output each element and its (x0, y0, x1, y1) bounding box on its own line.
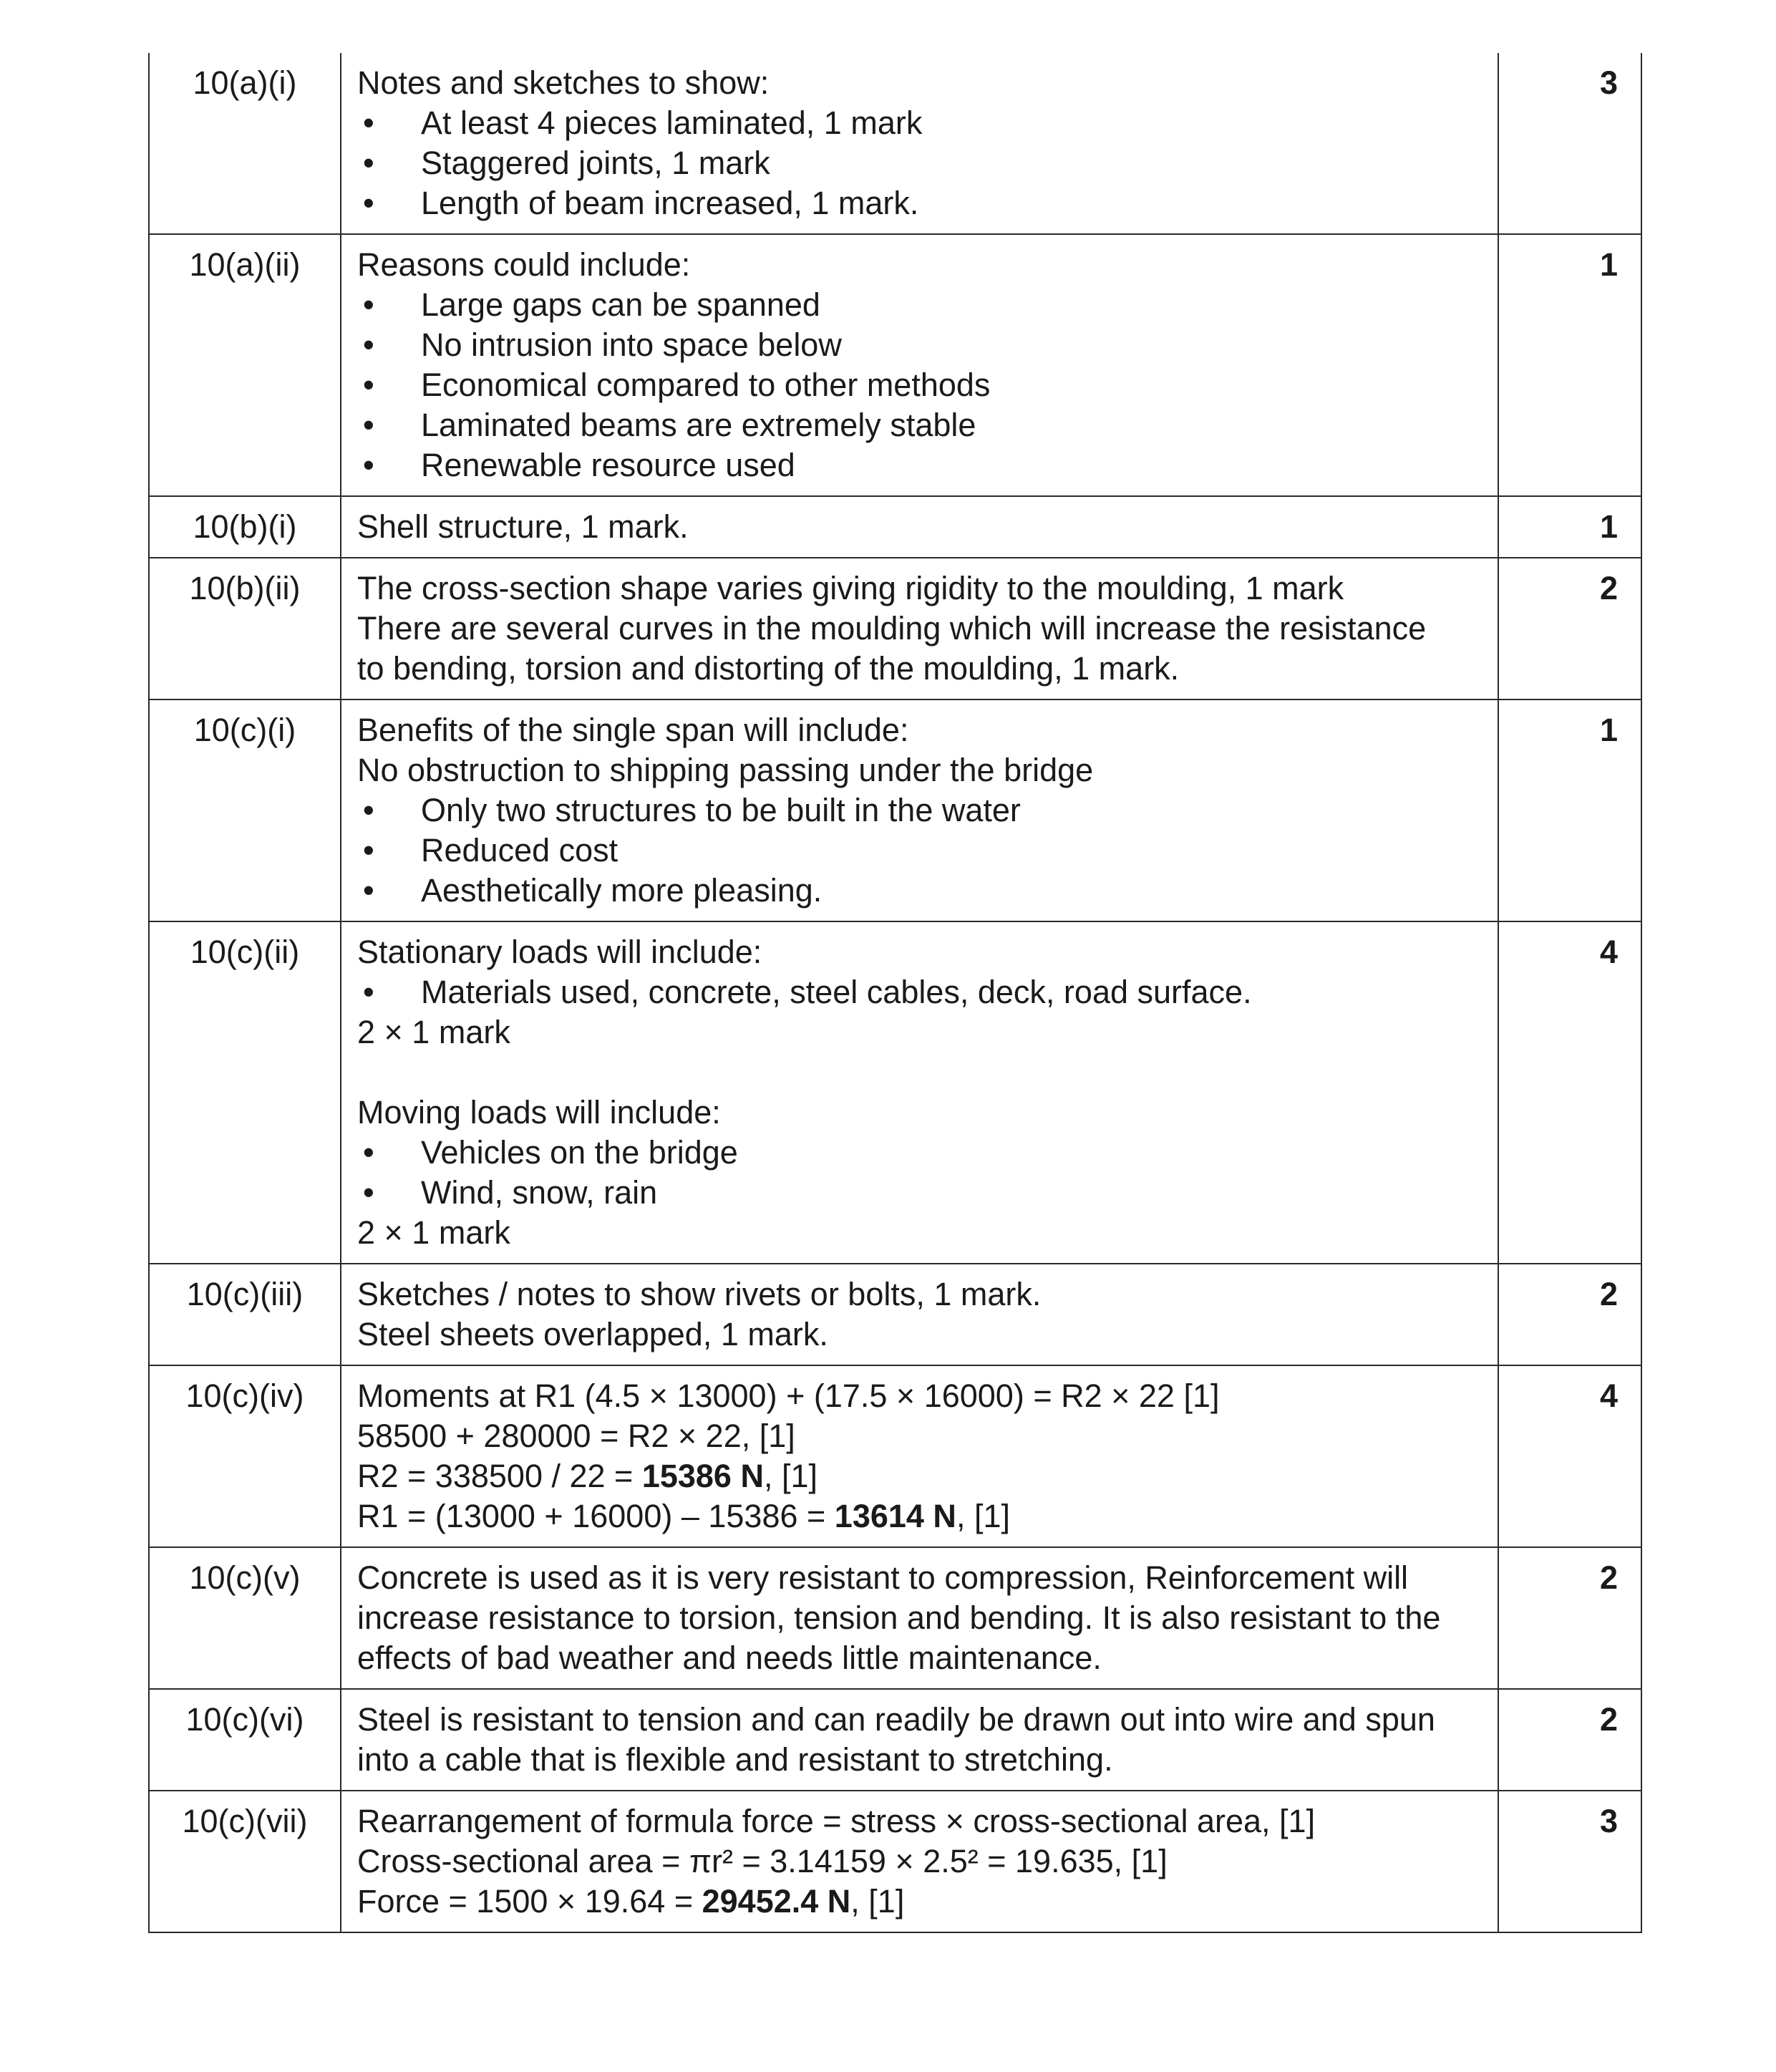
table-row (149, 234, 1641, 496)
answer-text: , [1] (850, 1883, 905, 1919)
table-row (149, 699, 1641, 921)
answer-cell (341, 53, 1498, 234)
table-row (149, 1689, 1641, 1791)
bullet-item (357, 790, 1483, 831)
bullet-item (357, 972, 1483, 1012)
bullet-item (357, 285, 1483, 325)
bullet-item (357, 871, 1483, 911)
bullet-text: Materials used, concrete, steel cables, deck, road surface. (421, 974, 1252, 1010)
table-row (149, 53, 1641, 234)
bullet-icon: • (363, 832, 374, 868)
bullet-item (357, 365, 1483, 405)
answer-line: Reasons could include: (357, 246, 691, 283)
answer-line: effects of bad weather and needs little maintenance. (357, 1640, 1102, 1676)
bullet-text: Staggered joints, 1 mark (421, 145, 770, 181)
bullet-text: Reduced cost (421, 832, 618, 868)
answer-line: into a cable that is flexible and resistant to stretching. (357, 1741, 1113, 1778)
answer-result: 13614 N (834, 1498, 956, 1534)
answer-line: Rearrangement of formula force = stress × cross-sectional area, [1] (357, 1803, 1316, 1839)
answer-cell (341, 1365, 1498, 1547)
answer-cell (341, 1791, 1498, 1932)
question-number: 10(a)(ii) (149, 234, 341, 496)
question-number: 10(a)(i) (149, 53, 341, 234)
answer-line: Stationary loads will include: (357, 934, 762, 970)
mark-scheme-body (149, 53, 1641, 1932)
table-row (149, 558, 1641, 699)
marks-value: 1 (1498, 699, 1641, 921)
bullet-text: Large gaps can be spanned (421, 286, 820, 323)
question-number: 10(c)(vi) (149, 1689, 341, 1791)
answer-line: Moving loads will include: (357, 1094, 721, 1131)
bullet-item (357, 445, 1483, 485)
answer-cell (341, 1689, 1498, 1791)
answer-cell (341, 1264, 1498, 1365)
answer-cell (341, 496, 1498, 558)
answer-line: The cross-section shape varies giving rigidity to the moulding, 1 mark (357, 570, 1344, 606)
bullet-item (357, 1173, 1483, 1213)
answer-cell (341, 1547, 1498, 1689)
marks-value: 4 (1498, 1365, 1641, 1547)
answer-cell (341, 921, 1498, 1264)
table-row (149, 1365, 1641, 1547)
answer-line: Moments at R1 (4.5 × 13000) + (17.5 × 16000) = R2 × 22 [1] (357, 1378, 1220, 1414)
bullet-text: At least 4 pieces laminated, 1 mark (421, 105, 923, 141)
bullet-item (357, 103, 1483, 143)
question-number: 10(c)(i) (149, 699, 341, 921)
answer-line: 2 × 1 mark (357, 1214, 510, 1251)
bullet-text: Wind, snow, rain (421, 1174, 658, 1211)
table-row (149, 921, 1641, 1264)
bullet-icon: • (363, 185, 374, 221)
bullet-icon: • (363, 1174, 374, 1211)
answer-text: , [1] (956, 1498, 1010, 1534)
answer-line: to bending, torsion and distorting of the moulding, 1 mark. (357, 650, 1180, 687)
question-number: 10(c)(iii) (149, 1264, 341, 1365)
marks-value: 4 (1498, 921, 1641, 1264)
answer-text: , [1] (763, 1458, 818, 1494)
bullet-text: Economical compared to other methods (421, 367, 991, 403)
answer-cell (341, 558, 1498, 699)
bullet-text: Length of beam increased, 1 mark. (421, 185, 919, 221)
question-number: 10(c)(v) (149, 1547, 341, 1689)
answer-line: Notes and sketches to show: (357, 64, 770, 101)
bullet-text: Aesthetically more pleasing. (421, 872, 823, 909)
marks-value: 2 (1498, 558, 1641, 699)
answer-line: Cross-sectional area = πr² = 3.14159 × 2.5² = 19.635, [1] (357, 1843, 1168, 1879)
mark-scheme-table (148, 53, 1642, 1933)
answer-text: R1 = (13000 + 16000) – 15386 = (357, 1498, 835, 1534)
answer-text: R2 = 338500 / 22 = (357, 1458, 642, 1494)
bullet-item (357, 143, 1483, 183)
bullet-icon: • (363, 367, 374, 403)
answer-line: No obstruction to shipping passing under the bridge (357, 752, 1094, 788)
answer-result: 15386 N (641, 1458, 764, 1494)
question-number: 10(c)(ii) (149, 921, 341, 1264)
answer-line: 58500 + 280000 = R2 × 22, [1] (357, 1418, 795, 1454)
answer-line: Benefits of the single span will include: (357, 712, 909, 748)
answer-line: 2 × 1 mark (357, 1014, 510, 1050)
bullet-icon: • (363, 1134, 374, 1171)
answer-line (357, 1456, 1483, 1496)
bullet-icon: • (363, 872, 374, 909)
question-number: 10(c)(vii) (149, 1791, 341, 1932)
answer-line: Steel sheets overlapped, 1 mark. (357, 1316, 828, 1352)
answer-cell (341, 234, 1498, 496)
table-row (149, 496, 1641, 558)
table-row (149, 1791, 1641, 1932)
answer-result: 29452.4 N (702, 1883, 851, 1919)
bullet-icon: • (363, 792, 374, 828)
bullet-icon: • (363, 326, 374, 363)
answer-line (357, 1496, 1483, 1536)
marks-value: 3 (1498, 53, 1641, 234)
bullet-icon: • (363, 974, 374, 1010)
bullet-item (357, 325, 1483, 365)
answer-line: Shell structure, 1 mark. (357, 508, 689, 545)
bullet-item (357, 405, 1483, 445)
bullet-icon: • (363, 407, 374, 443)
answer-line: Steel is resistant to tension and can readily be drawn out into wire and spun (357, 1701, 1435, 1738)
question-number: 10(c)(iv) (149, 1365, 341, 1547)
marks-value: 1 (1498, 496, 1641, 558)
bullet-icon: • (363, 105, 374, 141)
bullet-text: Only two structures to be built in the water (421, 792, 1021, 828)
blank-line (357, 1052, 1483, 1093)
marks-value: 2 (1498, 1547, 1641, 1689)
question-number: 10(b)(ii) (149, 558, 341, 699)
bullet-text: Laminated beams are extremely stable (421, 407, 976, 443)
bullet-item (357, 183, 1483, 223)
answer-cell (341, 699, 1498, 921)
answer-line: There are several curves in the moulding which will increase the resistance (357, 610, 1427, 647)
marks-value: 3 (1498, 1791, 1641, 1932)
bullet-icon: • (363, 286, 374, 323)
answer-line (357, 1882, 1483, 1922)
marks-value: 2 (1498, 1689, 1641, 1791)
answer-line: Sketches / notes to show rivets or bolts, 1 mark. (357, 1276, 1042, 1312)
bullet-text: Vehicles on the bridge (421, 1134, 738, 1171)
table-row (149, 1547, 1641, 1689)
marks-value: 2 (1498, 1264, 1641, 1365)
bullet-text: No intrusion into space below (421, 326, 842, 363)
bullet-item (357, 1133, 1483, 1173)
answer-line: Concrete is used as it is very resistant to compression, Reinforcement will (357, 1559, 1409, 1596)
question-number: 10(b)(i) (149, 496, 341, 558)
table-row (149, 1264, 1641, 1365)
answer-line: increase resistance to torsion, tension and bending. It is also resistant to the (357, 1599, 1441, 1636)
bullet-text: Renewable resource used (421, 447, 795, 483)
bullet-item (357, 831, 1483, 871)
bullet-icon: • (363, 145, 374, 181)
bullet-icon: • (363, 447, 374, 483)
answer-text: Force = 1500 × 19.64 = (357, 1883, 702, 1919)
marks-value: 1 (1498, 234, 1641, 496)
